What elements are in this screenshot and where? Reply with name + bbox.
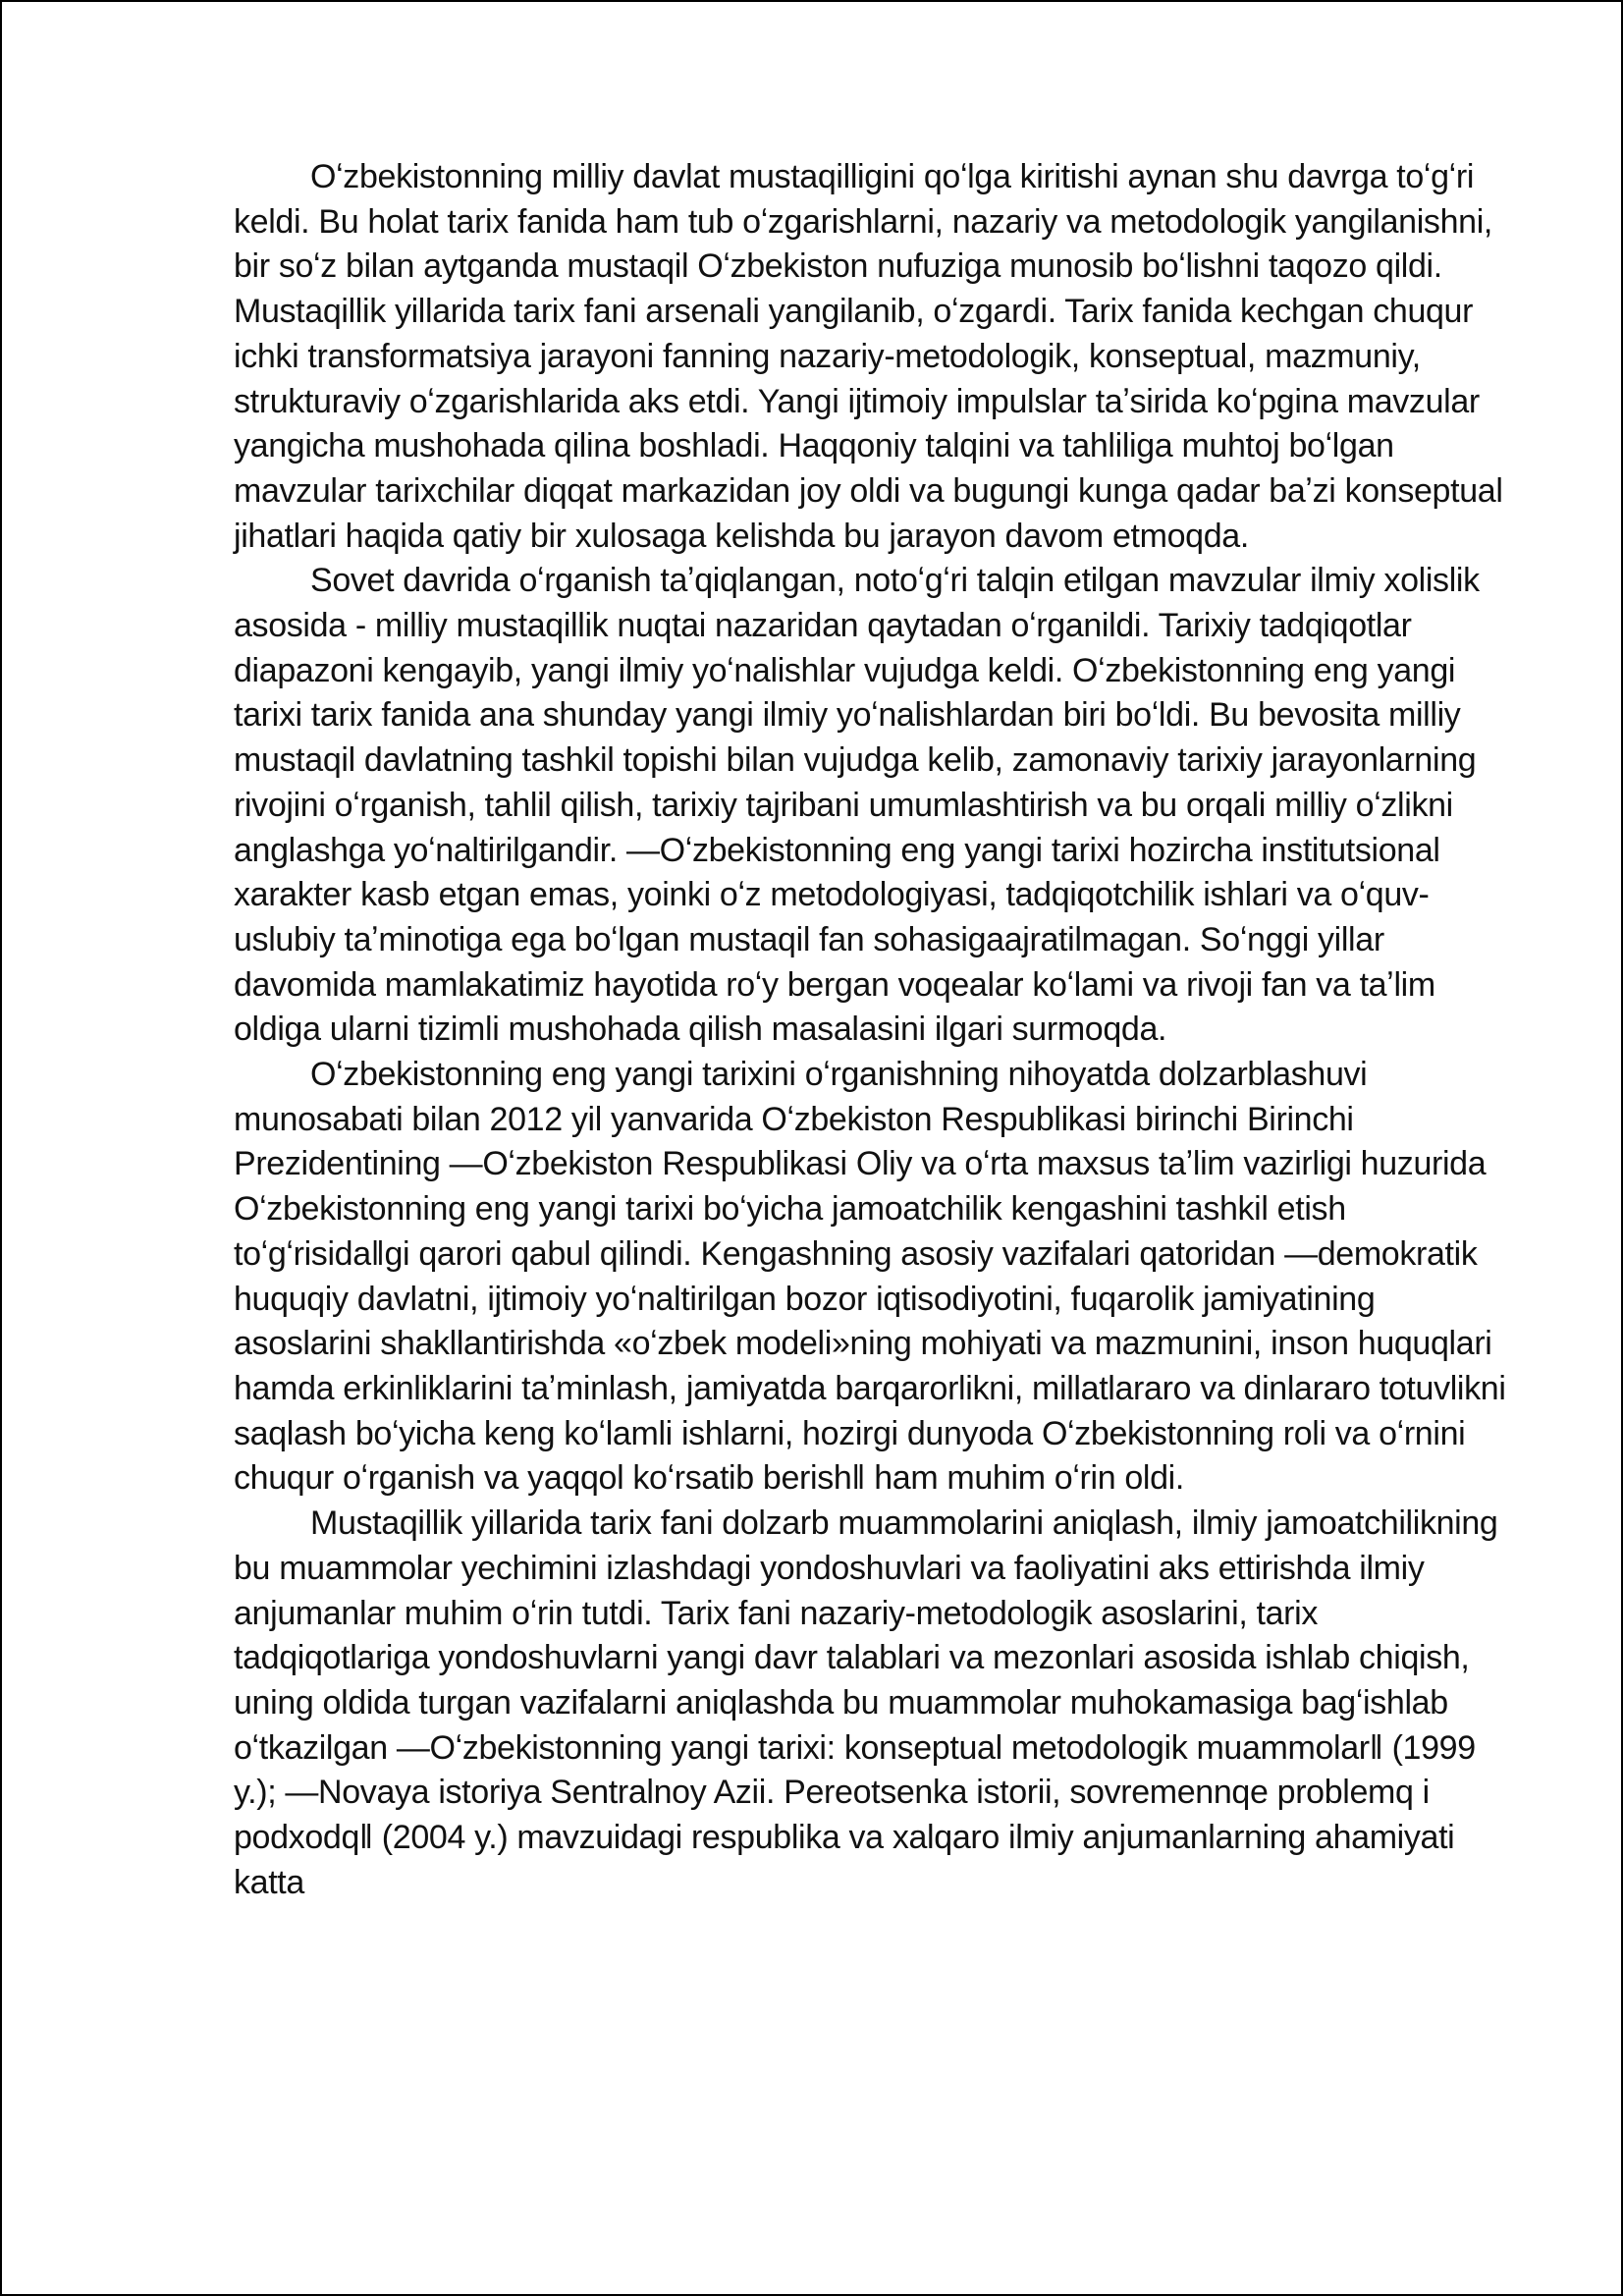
paragraph-1: Oʻzbekistonning milliy davlat mustaqilligini qoʻlga kiritishi aynan shu davrga toʻgʻri keldi. Bu holat tarix fanida ham tub oʻzgarishlarni, nazariy va metodologik yangilanishni, bir soʻz bilan aytganda mustaqil Oʻzbekiston nufuziga munosib boʻlishni taqozo qildi. Mustaqillik yillarida tarix fani arsenali yangilanib, oʻzgardi. Tarix fanida kechgan chuqur ichki transformatsiya jarayoni fanning nazariy-metodologik, konseptual, mazmuniy, strukturaviy oʻzgarishlarida aks etdi. Yangi ijtimoiy impulslar taʼsirida koʻpgina mavzular yangicha mushohada qilina boshladi. Haqqoniy talqini va tahliliga muhtoj boʻlgan mavzular tarixchilar diqqat markazidan joy oldi va bugungi kunga qadar baʼzi konseptual jihatlari haqida qatiy bir xulosaga kelishda bu jarayon davom etmoqda. — [234, 158, 1503, 555]
document-body — [234, 155, 1510, 1905]
paragraph-4: Mustaqillik yillarida tarix fani dolzarb muammolarini aniqlash, ilmiy jamoatchilikning bu muammolar yechimini izlashdagi yondoshuvlari va faoliyatini aks ettirishda ilmiy anjumanlar muhim oʻrin tutdi. Tarix fani nazariy-metodologik asoslarini, tarix tadqiqotlariga yondoshuvlarni yangi davr talablari va mezonlari asosida ishlab chiqish, uning oldida turgan vazifalarni aniqlashda bu muammolar muhokamasiga bagʻishlab oʻtkazilgan ―Oʻzbekistonning yangi tarixi: konseptual metodologik muammolar‖ (1999 y.); ―Novaya istoriya Sentralnoy Azii. Pereotsenka istorii, sovremennqe problemq i podxodq‖ (2004 y.) mavzuidagi respublika va xalqaro ilmiy anjumanlarning ahamiyati katta — [234, 1504, 1498, 1901]
paragraph-3: Oʻzbekistonning eng yangi tarixini oʻrganishning nihoyatda dolzarblashuvi munosabati bilan 2012 yil yanvarida Oʻzbekiston Respublikasi birinchi Birinchi Prezidentining ―Oʻzbekiston Respublikasi Oliy va oʻrta maxsus taʼlim vazirligi huzurida Oʻzbekistonning eng yangi tarixi boʻyicha jamoatchilik kengashini tashkil etish toʻgʻrisida‖gi qarori qabul qilindi. Kengashning asosiy vazifalari qatoridan ―demokratik huquqiy davlatni, ijtimoiy yoʻnaltirilgan bozor iqtisodiyotini, fuqarolik jamiyatining asoslarini shakllantirishda «oʻzbek modeli»ning mohiyati va mazmunini, inson huquqlari hamda erkinliklarini taʼminlash, jamiyatda barqarorlikni, millatlararo va dinlararo totuvlikni saqlash boʻyicha keng koʻlamli ishlarni, hozirgi dunyoda Oʻzbekistonning roli va oʻrnini chuqur oʻrganish va yaqqol koʻrsatib berish‖ ham muhim oʻrin oldi. — [234, 1056, 1506, 1498]
paragraph-2: Sovet davrida oʻrganish taʼqiqlangan, notoʻgʻri talqin etilgan mavzular ilmiy xolislik asosida - milliy mustaqillik nuqtai nazaridan qaytadan oʻrganildi. Tarixiy tadqiqotlar diapazoni kengayib, yangi ilmiy yoʻnalishlar vujudga keldi. Oʻzbekistonning eng yangi tarixi tarix fanida ana shunday yangi ilmiy yoʻnalishlardan biri boʻldi. Bu bevosita milliy mustaqil davlatning tashkil topishi bilan vujudga kelib, zamonaviy tarixiy jarayonlarning rivojini oʻrganish, tahlil qilish, tarixiy tajribani umumlashtirish va bu orqali milliy oʻzlikni anglashga yoʻnaltirilgandir. ―Oʻzbekistonning eng yangi tarixi hozircha institutsional xarakter kasb etgan emas, yoinki oʻz metodologiyasi, tadqiqotchilik ishlari va oʻquv-uslubiy taʼminotiga ega boʻlgan mustaqil fan sohasigaajratilmagan. Soʻnggi yillar davomida mamlakatimiz hayotida roʻy bergan voqealar koʻlami va rivoji fan va taʼlim oldiga ularni tizimli mushohada qilish masalasini ilgari surmoqda. — [234, 562, 1480, 1049]
